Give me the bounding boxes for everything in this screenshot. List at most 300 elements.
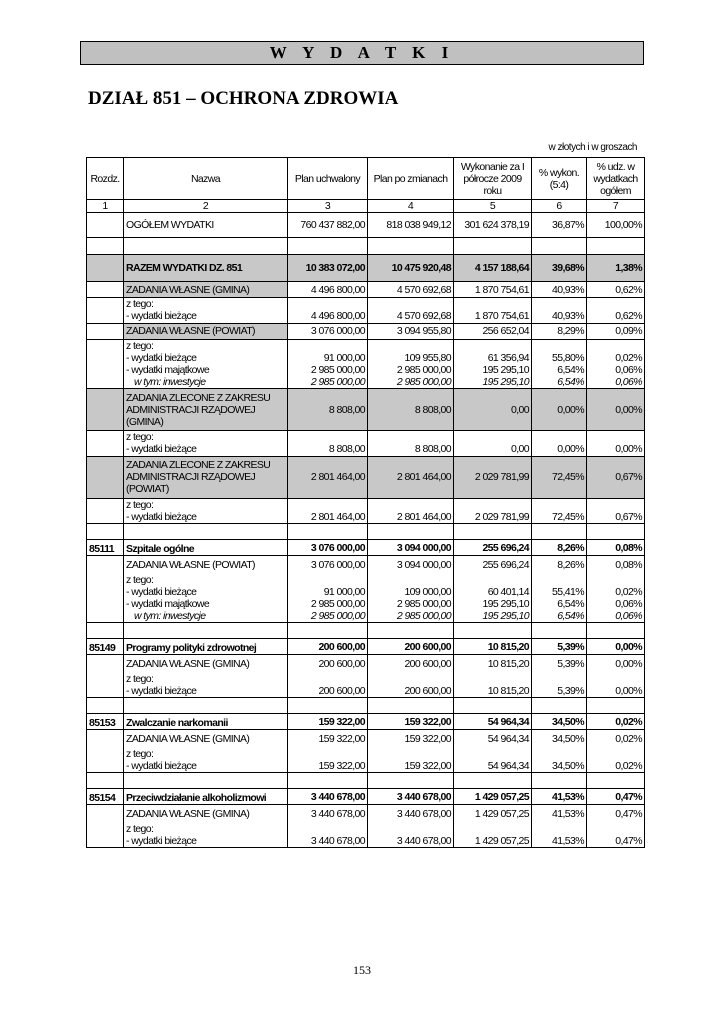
cell-value bbox=[532, 773, 587, 789]
cell-value: 3 440 678,00 bbox=[368, 835, 454, 848]
cell-rozdzial bbox=[87, 835, 124, 848]
table-row bbox=[87, 655, 645, 673]
cell-value: 8 808,00 bbox=[288, 443, 368, 456]
cell-value: 0,67% bbox=[587, 511, 645, 524]
section-banner: W Y D A T K I bbox=[80, 41, 644, 65]
cell-value: 200 600,00 bbox=[288, 639, 368, 655]
cell-value bbox=[368, 823, 454, 835]
table-row bbox=[87, 673, 645, 685]
cell-value: 0,47% bbox=[587, 789, 645, 805]
cell-rozdzial bbox=[87, 456, 124, 498]
cell-value: 39,68% bbox=[532, 255, 587, 282]
cell-value: 0,06% bbox=[587, 364, 645, 376]
cell-value: 0,00% bbox=[587, 443, 645, 456]
cell-value: 200 600,00 bbox=[288, 685, 368, 698]
cell-value: 10 815,20 bbox=[454, 685, 532, 698]
cell-value: 0,00% bbox=[587, 685, 645, 698]
cell-value: 41,53% bbox=[532, 835, 587, 848]
cell-value bbox=[587, 623, 645, 639]
cell-value: 0,06% bbox=[587, 598, 645, 610]
cell-value bbox=[532, 623, 587, 639]
cell-value: 91 000,00 bbox=[288, 352, 368, 364]
header-nazwa: Nazwa bbox=[124, 158, 288, 200]
cell-rozdzial bbox=[87, 310, 124, 323]
cell-value bbox=[587, 773, 645, 789]
header-udzial-percent: % udz. w wydatkach ogółem bbox=[587, 158, 645, 200]
cell-rozdzial bbox=[87, 556, 124, 574]
cell-value: 0,67% bbox=[587, 456, 645, 498]
cell-value: 1 870 754,61 bbox=[454, 310, 532, 323]
cell-nazwa: ZADANIA WŁASNE (POWIAT) bbox=[124, 556, 288, 574]
cell-value bbox=[532, 498, 587, 511]
cell-value: 2 985 000,00 bbox=[368, 364, 454, 376]
cell-value: 5,39% bbox=[532, 639, 587, 655]
cell-value: 2 029 781,99 bbox=[454, 511, 532, 524]
cell-nazwa bbox=[124, 773, 288, 789]
cell-rozdzial bbox=[87, 623, 124, 639]
cell-value: 1 429 057,25 bbox=[454, 805, 532, 823]
cell-nazwa bbox=[124, 238, 288, 255]
cell-value bbox=[368, 623, 454, 639]
cell-value bbox=[288, 524, 368, 540]
cell-value: 4 496 800,00 bbox=[288, 310, 368, 323]
cell-value: 159 322,00 bbox=[368, 714, 454, 730]
cell-value: 0,02% bbox=[587, 352, 645, 364]
cell-rozdzial bbox=[87, 352, 124, 364]
cell-value: 0,62% bbox=[587, 310, 645, 323]
cell-nazwa: - wydatki bieżące bbox=[124, 760, 288, 773]
cell-value: 3 440 678,00 bbox=[288, 805, 368, 823]
cell-rozdzial bbox=[87, 823, 124, 835]
cell-value: 54 964,34 bbox=[454, 730, 532, 748]
cell-value: 159 322,00 bbox=[288, 760, 368, 773]
cell-value: 159 322,00 bbox=[288, 714, 368, 730]
cell-value: 159 322,00 bbox=[368, 730, 454, 748]
cell-rozdzial bbox=[87, 498, 124, 511]
cell-value: 0,00% bbox=[532, 389, 587, 431]
cell-nazwa: ZADANIA WŁASNE (POWIAT) bbox=[124, 323, 288, 339]
cell-nazwa: w tym: inwestycje bbox=[124, 376, 288, 389]
cell-value: 195 295,10 bbox=[454, 364, 532, 376]
cell-value: 0,08% bbox=[587, 540, 645, 556]
cell-value: 55,80% bbox=[532, 352, 587, 364]
cell-value: 0,62% bbox=[587, 282, 645, 298]
cell-rozdzial bbox=[87, 524, 124, 540]
cell-value bbox=[368, 298, 454, 311]
cell-value: 5,39% bbox=[532, 655, 587, 673]
cell-nazwa: Przeciwdziałanie alkoholizmowi bbox=[124, 789, 288, 805]
cell-value: 3 440 678,00 bbox=[368, 805, 454, 823]
cell-value bbox=[454, 574, 532, 586]
cell-value: 40,93% bbox=[532, 310, 587, 323]
cell-rozdzial bbox=[87, 698, 124, 714]
table-row bbox=[87, 364, 645, 376]
cell-value: 0,00% bbox=[587, 655, 645, 673]
cell-value: 195 295,10 bbox=[454, 376, 532, 389]
table-row bbox=[87, 376, 645, 389]
cell-nazwa: Szpitale ogólne bbox=[124, 540, 288, 556]
cell-value: 0,02% bbox=[587, 714, 645, 730]
cell-value: 34,50% bbox=[532, 730, 587, 748]
cell-value: 2 029 781,99 bbox=[454, 456, 532, 498]
cell-value bbox=[587, 673, 645, 685]
cell-value bbox=[454, 339, 532, 352]
cell-value: 3 094 000,00 bbox=[368, 556, 454, 574]
col-number: 5 bbox=[454, 200, 532, 213]
cell-value bbox=[368, 748, 454, 760]
cell-nazwa: Programy polityki zdrowotnej bbox=[124, 639, 288, 655]
expenditure-table bbox=[86, 157, 645, 848]
cell-nazwa: - wydatki majątkowe bbox=[124, 364, 288, 376]
page-title: DZIAŁ 851 – OCHRONA ZDROWIA bbox=[88, 88, 399, 109]
cell-rozdzial: 85153 bbox=[87, 714, 124, 730]
cell-value: 8,26% bbox=[532, 540, 587, 556]
cell-rozdzial bbox=[87, 574, 124, 586]
cell-value: 256 652,04 bbox=[454, 323, 532, 339]
col-number: 1 bbox=[87, 200, 124, 213]
table-row bbox=[87, 598, 645, 610]
cell-value: 8 808,00 bbox=[368, 389, 454, 431]
cell-rozdzial: 85154 bbox=[87, 789, 124, 805]
cell-value: 159 322,00 bbox=[368, 760, 454, 773]
cell-value: 3 076 000,00 bbox=[288, 540, 368, 556]
cell-nazwa bbox=[124, 698, 288, 714]
cell-value bbox=[532, 673, 587, 685]
table-row bbox=[87, 443, 645, 456]
cell-rozdzial bbox=[87, 298, 124, 311]
cell-value: 4 496 800,00 bbox=[288, 282, 368, 298]
cell-nazwa: - wydatki bieżące bbox=[124, 310, 288, 323]
cell-value bbox=[454, 673, 532, 685]
cell-value: 72,45% bbox=[532, 456, 587, 498]
cell-value: 10 383 072,00 bbox=[288, 255, 368, 282]
cell-value: 2 985 000,00 bbox=[368, 610, 454, 623]
cell-rozdzial bbox=[87, 760, 124, 773]
cell-rozdzial bbox=[87, 610, 124, 623]
table-row bbox=[87, 456, 645, 498]
cell-value: 200 600,00 bbox=[368, 685, 454, 698]
table-row bbox=[87, 730, 645, 748]
cell-value: 55,41% bbox=[532, 586, 587, 598]
cell-value bbox=[368, 431, 454, 444]
cell-value bbox=[587, 498, 645, 511]
cell-value: 2 801 464,00 bbox=[368, 456, 454, 498]
cell-rozdzial bbox=[87, 389, 124, 431]
table-row bbox=[87, 639, 645, 655]
cell-value: 6,54% bbox=[532, 376, 587, 389]
col-number: 7 bbox=[587, 200, 645, 213]
cell-nazwa: - wydatki bieżące bbox=[124, 443, 288, 456]
col-number: 3 bbox=[288, 200, 368, 213]
cell-value: 6,54% bbox=[532, 610, 587, 623]
cell-value: 109 000,00 bbox=[368, 586, 454, 598]
cell-rozdzial bbox=[87, 323, 124, 339]
table-row bbox=[87, 238, 645, 255]
cell-value: 2 985 000,00 bbox=[288, 598, 368, 610]
table-row bbox=[87, 540, 645, 556]
units-note: w złotych i w groszach bbox=[548, 142, 637, 153]
cell-rozdzial bbox=[87, 431, 124, 444]
cell-value bbox=[288, 748, 368, 760]
cell-value bbox=[288, 498, 368, 511]
cell-value bbox=[454, 524, 532, 540]
cell-value: 0,02% bbox=[587, 586, 645, 598]
cell-rozdzial bbox=[87, 376, 124, 389]
cell-value: 1,38% bbox=[587, 255, 645, 282]
cell-value: 2 801 464,00 bbox=[288, 456, 368, 498]
cell-value: 0,06% bbox=[587, 376, 645, 389]
cell-nazwa: - wydatki bieżące bbox=[124, 511, 288, 524]
cell-value: 2 801 464,00 bbox=[288, 511, 368, 524]
cell-value bbox=[587, 339, 645, 352]
cell-value bbox=[288, 823, 368, 835]
cell-value bbox=[454, 698, 532, 714]
cell-nazwa: ZADANIA WŁASNE (GMINA) bbox=[124, 282, 288, 298]
page-number: 153 bbox=[353, 963, 371, 977]
cell-nazwa: - wydatki bieżące bbox=[124, 586, 288, 598]
cell-value: 34,50% bbox=[532, 714, 587, 730]
table-row bbox=[87, 823, 645, 835]
cell-value: 0,47% bbox=[587, 835, 645, 848]
cell-value: 0,00% bbox=[532, 443, 587, 456]
table-row bbox=[87, 835, 645, 848]
cell-value bbox=[532, 339, 587, 352]
header-plan-uchwalony: Plan uchwalony bbox=[288, 158, 368, 200]
table-row bbox=[87, 323, 645, 339]
cell-nazwa: ZADANIA ZLECONE Z ZAKRESU ADMINISTRACJI RZĄDOWEJ (GMINA) bbox=[124, 389, 288, 431]
cell-nazwa: z tego: bbox=[124, 574, 288, 586]
cell-value bbox=[587, 823, 645, 835]
table-row bbox=[87, 623, 645, 639]
cell-value bbox=[532, 298, 587, 311]
cell-rozdzial bbox=[87, 511, 124, 524]
col-number: 6 bbox=[532, 200, 587, 213]
cell-rozdzial bbox=[87, 443, 124, 456]
cell-value: 2 985 000,00 bbox=[288, 364, 368, 376]
cell-value: 195 295,10 bbox=[454, 610, 532, 623]
header-rozdz: Rozdz. bbox=[87, 158, 124, 200]
col-number: 2 bbox=[124, 200, 288, 213]
cell-value: 0,00% bbox=[587, 389, 645, 431]
cell-value: 41,53% bbox=[532, 789, 587, 805]
cell-value: 2 985 000,00 bbox=[368, 376, 454, 389]
cell-value: 3 094 955,80 bbox=[368, 323, 454, 339]
cell-nazwa: ZADANIA WŁASNE (GMINA) bbox=[124, 655, 288, 673]
cell-value: 6,54% bbox=[532, 364, 587, 376]
cell-value bbox=[454, 623, 532, 639]
cell-value bbox=[288, 698, 368, 714]
table-row bbox=[87, 805, 645, 823]
cell-value: 0,00 bbox=[454, 389, 532, 431]
cell-value bbox=[368, 339, 454, 352]
cell-value: 3 440 678,00 bbox=[288, 789, 368, 805]
cell-value: 200 600,00 bbox=[368, 639, 454, 655]
cell-nazwa: - wydatki bieżące bbox=[124, 685, 288, 698]
cell-value: 54 964,34 bbox=[454, 714, 532, 730]
cell-rozdzial bbox=[87, 730, 124, 748]
cell-value: 2 985 000,00 bbox=[368, 598, 454, 610]
cell-nazwa: ZADANIA ZLECONE Z ZAKRESU ADMINISTRACJI RZĄDOWEJ (POWIAT) bbox=[124, 456, 288, 498]
cell-nazwa: z tego: bbox=[124, 431, 288, 444]
cell-value: 818 038 949,12 bbox=[368, 213, 454, 238]
cell-value: 0,08% bbox=[587, 556, 645, 574]
table-row bbox=[87, 574, 645, 586]
table-row bbox=[87, 255, 645, 282]
cell-value: 40,93% bbox=[532, 282, 587, 298]
cell-value: 0,02% bbox=[587, 760, 645, 773]
cell-value: 0,47% bbox=[587, 805, 645, 823]
table-row bbox=[87, 789, 645, 805]
cell-value bbox=[532, 823, 587, 835]
cell-value: 36,87% bbox=[532, 213, 587, 238]
cell-value bbox=[532, 748, 587, 760]
col-number: 4 bbox=[368, 200, 454, 213]
cell-rozdzial bbox=[87, 213, 124, 238]
cell-value bbox=[587, 748, 645, 760]
cell-rozdzial bbox=[87, 748, 124, 760]
header-wykonanie: Wykonanie za I półrocze 2009 roku bbox=[454, 158, 532, 200]
cell-nazwa: OGÓŁEM WYDATKI bbox=[124, 213, 288, 238]
cell-nazwa: Zwalczanie narkomanii bbox=[124, 714, 288, 730]
cell-value bbox=[587, 238, 645, 255]
cell-value: 3 076 000,00 bbox=[288, 323, 368, 339]
table-row bbox=[87, 748, 645, 760]
cell-value: 255 696,24 bbox=[454, 556, 532, 574]
cell-value bbox=[454, 238, 532, 255]
cell-value: 41,53% bbox=[532, 805, 587, 823]
cell-nazwa: ZADANIA WŁASNE (GMINA) bbox=[124, 805, 288, 823]
cell-value: 61 356,94 bbox=[454, 352, 532, 364]
cell-value bbox=[587, 524, 645, 540]
cell-value: 109 955,80 bbox=[368, 352, 454, 364]
cell-value: 1 429 057,25 bbox=[454, 835, 532, 848]
table-row bbox=[87, 389, 645, 431]
cell-nazwa: z tego: bbox=[124, 339, 288, 352]
cell-value bbox=[587, 574, 645, 586]
cell-value: 1 429 057,25 bbox=[454, 789, 532, 805]
cell-value bbox=[288, 298, 368, 311]
cell-value: 760 437 882,00 bbox=[288, 213, 368, 238]
cell-value: 54 964,34 bbox=[454, 760, 532, 773]
cell-rozdzial: 85149 bbox=[87, 639, 124, 655]
cell-value bbox=[368, 673, 454, 685]
cell-value bbox=[288, 574, 368, 586]
cell-nazwa: z tego: bbox=[124, 748, 288, 760]
cell-nazwa: z tego: bbox=[124, 298, 288, 311]
cell-value: 255 696,24 bbox=[454, 540, 532, 556]
cell-value bbox=[368, 524, 454, 540]
cell-rozdzial bbox=[87, 282, 124, 298]
table-row bbox=[87, 586, 645, 598]
cell-rozdzial bbox=[87, 364, 124, 376]
cell-value bbox=[288, 673, 368, 685]
cell-value: 2 801 464,00 bbox=[368, 511, 454, 524]
cell-value: 159 322,00 bbox=[288, 730, 368, 748]
cell-value: 34,50% bbox=[532, 760, 587, 773]
cell-value bbox=[288, 431, 368, 444]
table-row bbox=[87, 714, 645, 730]
cell-value bbox=[454, 823, 532, 835]
cell-rozdzial bbox=[87, 339, 124, 352]
cell-value: 10 475 920,48 bbox=[368, 255, 454, 282]
cell-value: 60 401,14 bbox=[454, 586, 532, 598]
cell-value bbox=[587, 431, 645, 444]
cell-value bbox=[532, 574, 587, 586]
cell-value bbox=[288, 238, 368, 255]
cell-value: 200 600,00 bbox=[368, 655, 454, 673]
cell-value bbox=[368, 698, 454, 714]
cell-value bbox=[368, 574, 454, 586]
cell-value bbox=[587, 298, 645, 311]
cell-value: 0,00 bbox=[454, 443, 532, 456]
table-row bbox=[87, 298, 645, 311]
cell-value: 10 815,20 bbox=[454, 639, 532, 655]
cell-rozdzial bbox=[87, 586, 124, 598]
cell-nazwa: - wydatki majątkowe bbox=[124, 598, 288, 610]
cell-rozdzial bbox=[87, 255, 124, 282]
cell-value: 8 808,00 bbox=[368, 443, 454, 456]
cell-nazwa: w tym: inwestycje bbox=[124, 610, 288, 623]
cell-nazwa: ZADANIA WŁASNE (GMINA) bbox=[124, 730, 288, 748]
table-row bbox=[87, 511, 645, 524]
cell-value bbox=[454, 498, 532, 511]
cell-value: 1 870 754,61 bbox=[454, 282, 532, 298]
cell-value bbox=[454, 431, 532, 444]
table-row bbox=[87, 352, 645, 364]
cell-value: 4 570 692,68 bbox=[368, 282, 454, 298]
cell-value bbox=[532, 238, 587, 255]
cell-value: 3 440 678,00 bbox=[288, 835, 368, 848]
cell-value bbox=[454, 773, 532, 789]
cell-nazwa bbox=[124, 524, 288, 540]
table-row bbox=[87, 431, 645, 444]
cell-nazwa: z tego: bbox=[124, 498, 288, 511]
cell-value bbox=[368, 498, 454, 511]
table-row bbox=[87, 685, 645, 698]
table-row bbox=[87, 339, 645, 352]
cell-rozdzial bbox=[87, 655, 124, 673]
cell-value: 91 000,00 bbox=[288, 586, 368, 598]
cell-value bbox=[454, 748, 532, 760]
cell-value: 8,29% bbox=[532, 323, 587, 339]
cell-value bbox=[368, 773, 454, 789]
table-row bbox=[87, 524, 645, 540]
cell-rozdzial bbox=[87, 773, 124, 789]
cell-value bbox=[587, 698, 645, 714]
cell-nazwa: - wydatki bieżące bbox=[124, 835, 288, 848]
table-row bbox=[87, 282, 645, 298]
cell-rozdzial: 85111 bbox=[87, 540, 124, 556]
cell-value bbox=[454, 298, 532, 311]
cell-value: 195 295,10 bbox=[454, 598, 532, 610]
header-plan-po-zmianach: Plan po zmianach bbox=[368, 158, 454, 200]
cell-rozdzial bbox=[87, 598, 124, 610]
table-row bbox=[87, 698, 645, 714]
cell-value: 3 076 000,00 bbox=[288, 556, 368, 574]
cell-nazwa: - wydatki bieżące bbox=[124, 352, 288, 364]
cell-value: 0,02% bbox=[587, 730, 645, 748]
cell-rozdzial bbox=[87, 238, 124, 255]
cell-value: 0,00% bbox=[587, 639, 645, 655]
cell-value bbox=[368, 238, 454, 255]
cell-value: 0,06% bbox=[587, 610, 645, 623]
cell-value bbox=[532, 431, 587, 444]
cell-value: 5,39% bbox=[532, 685, 587, 698]
cell-value: 100,00% bbox=[587, 213, 645, 238]
cell-value: 8 808,00 bbox=[288, 389, 368, 431]
cell-value: 8,26% bbox=[532, 556, 587, 574]
cell-rozdzial bbox=[87, 685, 124, 698]
